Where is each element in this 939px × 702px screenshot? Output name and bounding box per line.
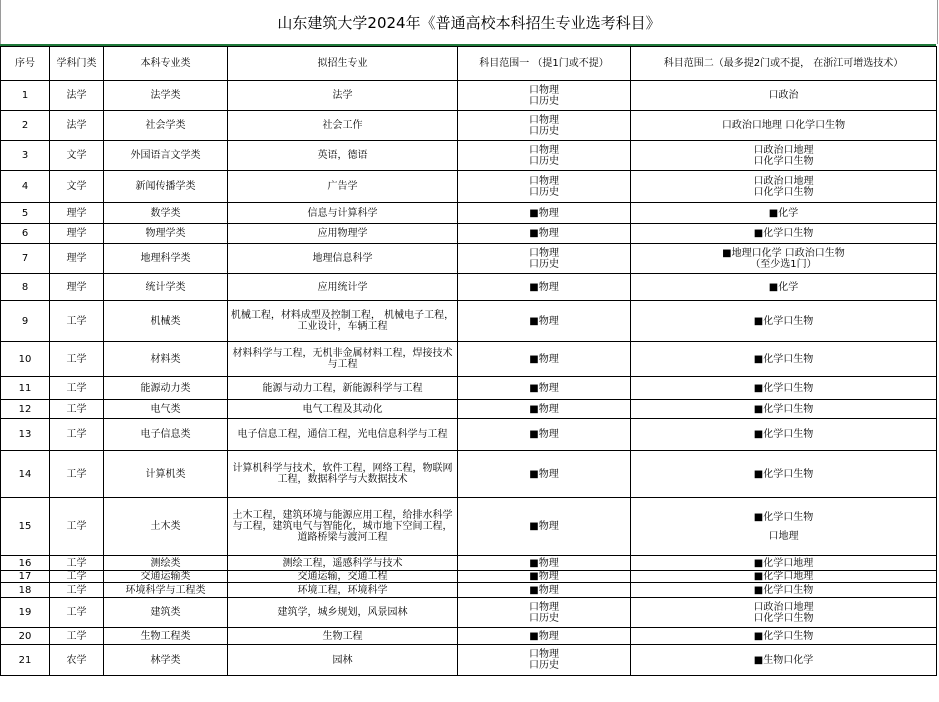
cell-line: 口地理 xyxy=(768,530,799,542)
cell-range-one[interactable] xyxy=(458,244,631,274)
cell-line: ■物理 xyxy=(529,468,559,480)
cell-major[interactable]: 机械工程，材料成型及控制工程， 机械电子工程，工业设计，车辆工程 xyxy=(228,301,458,342)
cell-range-one[interactable] xyxy=(458,81,631,111)
cell-line: ■物理 xyxy=(529,630,559,642)
cell-line: ■物理 xyxy=(529,557,559,569)
cell-no[interactable]: 11 xyxy=(1,377,50,400)
sheet-title: 山东建筑大学2024年《普通高校本科招生专业选考科目》 xyxy=(0,0,938,44)
cell-class[interactable]: 机械类 xyxy=(104,301,228,342)
cell-range-two[interactable] xyxy=(631,342,937,377)
cell-major[interactable]: 园林 xyxy=(228,645,458,676)
cell-major[interactable]: 社会工作 xyxy=(228,111,458,141)
cell-major[interactable]: 建筑学，城乡规划，风景园林 xyxy=(228,598,458,628)
cell-line: ■物理 xyxy=(529,571,559,582)
cell-major[interactable]: 交通运输，交通工程 xyxy=(228,571,458,583)
table-row xyxy=(1,342,937,377)
cell-line: （至少选1门） xyxy=(750,258,817,270)
cell-major[interactable]: 英语，德语 xyxy=(228,141,458,171)
cell-no[interactable]: 1 xyxy=(1,81,50,111)
cell-line: ■物理 xyxy=(529,315,559,327)
table-row xyxy=(1,451,937,498)
cell-category[interactable]: 法学 xyxy=(50,81,104,111)
cell-category[interactable]: 工学 xyxy=(50,451,104,498)
cell-no[interactable]: 18 xyxy=(1,583,50,598)
cell-major[interactable]: 生物工程 xyxy=(228,628,458,645)
cell-category[interactable]: 理学 xyxy=(50,203,104,224)
cell-no[interactable]: 10 xyxy=(1,342,50,377)
cell-no[interactable]: 17 xyxy=(1,571,50,583)
cell-line: 口政治口地理 xyxy=(753,175,814,187)
cell-category[interactable]: 工学 xyxy=(50,400,104,419)
header-range-two[interactable]: 科目范围二（最多提2门或不提， 在浙江可增选技术） xyxy=(631,47,937,81)
table-row xyxy=(1,224,937,244)
cell-range-two[interactable] xyxy=(631,598,937,628)
cell-range-two[interactable] xyxy=(631,498,937,556)
cell-line: ■地理口化学 口政治口生物 xyxy=(722,247,845,259)
cell-range-one[interactable] xyxy=(458,400,631,419)
cell-line: ■化学口生物 xyxy=(753,429,814,440)
table-row xyxy=(1,244,937,274)
cell-class[interactable]: 社会学类 xyxy=(104,111,228,141)
cell-category[interactable]: 工学 xyxy=(50,301,104,342)
cell-no[interactable]: 2 xyxy=(1,111,50,141)
cell-range-one[interactable] xyxy=(458,451,631,498)
cell-line: 口物理 xyxy=(529,649,559,660)
cell-line: 口历史 xyxy=(529,186,559,198)
cell-line: 口物理 xyxy=(529,247,559,259)
cell-line: 口历史 xyxy=(529,125,559,137)
cell-no[interactable]: 19 xyxy=(1,598,50,628)
table-row xyxy=(1,645,937,676)
cell-range-one[interactable] xyxy=(458,274,631,301)
cell-line: ■化学口生物 xyxy=(753,468,814,480)
cell-category[interactable]: 理学 xyxy=(50,224,104,244)
cell-class[interactable]: 统计学类 xyxy=(104,274,228,301)
cell-class[interactable]: 能源动力类 xyxy=(104,377,228,400)
cell-range-two[interactable] xyxy=(631,556,937,571)
cell-category[interactable]: 工学 xyxy=(50,571,104,583)
cell-major[interactable]: 信息与计算科学 xyxy=(228,203,458,224)
cell-class[interactable]: 计算机类 xyxy=(104,451,228,498)
table-row xyxy=(1,400,937,419)
table-row xyxy=(1,556,937,571)
cell-line: 口物理 xyxy=(529,84,559,96)
table-row xyxy=(1,419,937,451)
cell-range-one[interactable] xyxy=(458,171,631,203)
cell-line: ■化学口生物 xyxy=(753,511,814,523)
cell-range-two[interactable] xyxy=(631,81,937,111)
cell-range-one[interactable] xyxy=(458,141,631,171)
cell-range-two[interactable] xyxy=(631,628,937,645)
cell-line: ■化学 xyxy=(768,281,799,293)
table-row xyxy=(1,81,937,111)
cell-range-one[interactable] xyxy=(458,301,631,342)
cell-no[interactable]: 8 xyxy=(1,274,50,301)
cell-line: ■化学口生物 xyxy=(753,630,814,642)
cell-major[interactable]: 土木工程，建筑环境与能源应用工程，给排水科学与工程，建筑电气与智能化，城市地下空间工程，道路桥梁与渡河工程 xyxy=(228,498,458,556)
cell-range-two[interactable] xyxy=(631,244,937,274)
cell-range-two[interactable] xyxy=(631,451,937,498)
cell-range-one[interactable] xyxy=(458,645,631,676)
cell-line: ■物理 xyxy=(529,207,559,219)
cell-class[interactable]: 交通运输类 xyxy=(104,571,228,583)
cell-no[interactable]: 13 xyxy=(1,419,50,451)
cell-class[interactable]: 新闻传播学类 xyxy=(104,171,228,203)
cell-line: ■物理 xyxy=(529,353,559,365)
cell-line: ■化学口生物 xyxy=(753,353,814,365)
cell-no[interactable]: 6 xyxy=(1,224,50,244)
cell-no[interactable]: 7 xyxy=(1,244,50,274)
cell-no[interactable]: 12 xyxy=(1,400,50,419)
cell-category[interactable]: 工学 xyxy=(50,598,104,628)
cell-major[interactable]: 广告学 xyxy=(228,171,458,203)
table-row xyxy=(1,377,937,400)
cell-no[interactable]: 21 xyxy=(1,645,50,676)
cell-line: 口历史 xyxy=(529,95,559,107)
subject-table xyxy=(0,46,937,676)
cell-line: 口化学口生物 xyxy=(753,155,814,167)
table-row xyxy=(1,301,937,342)
cell-line: 口历史 xyxy=(529,612,559,624)
cell-range-two[interactable] xyxy=(631,645,937,676)
cell-no[interactable]: 3 xyxy=(1,141,50,171)
header-row xyxy=(1,47,937,81)
cell-no[interactable]: 4 xyxy=(1,171,50,203)
cell-class[interactable]: 物理学类 xyxy=(104,224,228,244)
header-range-one[interactable]: 科目范围一 （提1门或不提） xyxy=(458,47,631,81)
cell-line xyxy=(633,523,934,531)
cell-category[interactable]: 工学 xyxy=(50,419,104,451)
cell-range-one[interactable] xyxy=(458,628,631,645)
cell-major[interactable]: 材料科学与工程，无机非金属材料工程，焊接技术与工程 xyxy=(228,342,458,377)
cell-range-one[interactable] xyxy=(458,598,631,628)
table-row xyxy=(1,628,937,645)
cell-category[interactable]: 工学 xyxy=(50,556,104,571)
cell-line: ■物理 xyxy=(529,403,559,415)
cell-major[interactable]: 能源与动力工程，新能源科学与工程 xyxy=(228,377,458,400)
cell-line: 口化学口生物 xyxy=(753,186,814,198)
cell-range-one[interactable] xyxy=(458,498,631,556)
table-row xyxy=(1,571,937,583)
cell-class[interactable]: 土木类 xyxy=(104,498,228,556)
cell-range-one[interactable] xyxy=(458,111,631,141)
cell-range-one[interactable] xyxy=(458,419,631,451)
cell-category[interactable]: 农学 xyxy=(50,645,104,676)
header-major[interactable]: 拟招生专业 xyxy=(228,47,458,81)
table-row xyxy=(1,583,937,598)
table-row xyxy=(1,171,937,203)
cell-line: ■物理 xyxy=(529,228,559,239)
cell-category[interactable]: 工学 xyxy=(50,342,104,377)
cell-category[interactable]: 工学 xyxy=(50,377,104,400)
cell-no[interactable]: 15 xyxy=(1,498,50,556)
cell-major[interactable]: 应用物理学 xyxy=(228,224,458,244)
cell-class[interactable]: 建筑类 xyxy=(104,598,228,628)
cell-range-two[interactable] xyxy=(631,274,937,301)
cell-line: ■化学口地理 xyxy=(753,557,814,569)
cell-line: 口政治 xyxy=(768,90,799,101)
cell-no[interactable]: 20 xyxy=(1,628,50,645)
cell-class[interactable]: 地理科学类 xyxy=(104,244,228,274)
cell-line: 口物理 xyxy=(529,175,559,187)
cell-range-two[interactable] xyxy=(631,400,937,419)
cell-line: 口政治口地理 口化学口生物 xyxy=(721,120,846,131)
cell-range-two[interactable] xyxy=(631,203,937,224)
cell-line: ■物理 xyxy=(529,521,559,532)
cell-major[interactable]: 法学 xyxy=(228,81,458,111)
cell-major[interactable]: 电子信息工程，通信工程，光电信息科学与工程 xyxy=(228,419,458,451)
cell-major[interactable]: 环境工程，环境科学 xyxy=(228,583,458,598)
cell-category[interactable]: 理学 xyxy=(50,274,104,301)
cell-range-two[interactable] xyxy=(631,377,937,400)
cell-range-one[interactable] xyxy=(458,571,631,583)
cell-line: 口化学口生物 xyxy=(753,612,814,624)
cell-line: 口政治口地理 xyxy=(753,144,814,156)
cell-no[interactable]: 9 xyxy=(1,301,50,342)
cell-line: ■物理 xyxy=(529,382,559,394)
cell-line: 口历史 xyxy=(529,155,559,167)
cell-range-two[interactable] xyxy=(631,419,937,451)
table-row xyxy=(1,498,937,556)
cell-major[interactable]: 电气工程及其动化 xyxy=(228,400,458,419)
cell-range-one[interactable] xyxy=(458,203,631,224)
cell-category[interactable]: 文学 xyxy=(50,171,104,203)
cell-line: 口政治口地理 xyxy=(753,601,814,613)
cell-range-one[interactable] xyxy=(458,556,631,571)
table-row xyxy=(1,598,937,628)
cell-class[interactable]: 材料类 xyxy=(104,342,228,377)
cell-class[interactable]: 测绘类 xyxy=(104,556,228,571)
cell-range-one[interactable] xyxy=(458,377,631,400)
cell-line: ■物理 xyxy=(529,429,559,440)
cell-line: ■化学口生物 xyxy=(753,228,814,239)
cell-no[interactable]: 16 xyxy=(1,556,50,571)
cell-class[interactable]: 外国语言文学类 xyxy=(104,141,228,171)
cell-range-one[interactable] xyxy=(458,224,631,244)
cell-category[interactable]: 文学 xyxy=(50,141,104,171)
cell-line: ■化学口生物 xyxy=(753,315,814,327)
cell-line: ■化学 xyxy=(768,207,799,219)
table-row xyxy=(1,111,937,141)
header-class[interactable]: 本科专业类 xyxy=(104,47,228,81)
cell-range-one[interactable] xyxy=(458,583,631,598)
cell-range-two[interactable] xyxy=(631,571,937,583)
cell-major[interactable]: 计算机科学与技术，软件工程，网络工程，物联网工程，数据科学与大数据技术 xyxy=(228,451,458,498)
table-row xyxy=(1,141,937,171)
cell-category[interactable]: 工学 xyxy=(50,583,104,598)
cell-line: 口物理 xyxy=(529,144,559,156)
cell-range-two[interactable] xyxy=(631,171,937,203)
header-no[interactable]: 序号 xyxy=(1,47,50,81)
cell-category[interactable]: 工学 xyxy=(50,498,104,556)
header-category[interactable]: 学科门类 xyxy=(50,47,104,81)
cell-category[interactable]: 法学 xyxy=(50,111,104,141)
cell-class[interactable]: 数学类 xyxy=(104,203,228,224)
cell-range-two[interactable] xyxy=(631,224,937,244)
cell-major[interactable]: 应用统计学 xyxy=(228,274,458,301)
cell-line: 口物理 xyxy=(529,601,559,613)
cell-line: ■物理 xyxy=(529,281,559,293)
cell-line: ■化学口地理 xyxy=(753,571,814,582)
cell-no[interactable]: 14 xyxy=(1,451,50,498)
cell-line: ■化学口生物 xyxy=(753,403,814,415)
cell-class[interactable]: 环境科学与工程类 xyxy=(104,583,228,598)
cell-class[interactable]: 林学类 xyxy=(104,645,228,676)
cell-class[interactable]: 法学类 xyxy=(104,81,228,111)
cell-category[interactable]: 理学 xyxy=(50,244,104,274)
cell-line: ■化学口生物 xyxy=(753,382,814,394)
cell-range-two[interactable] xyxy=(631,141,937,171)
table-row xyxy=(1,203,937,224)
cell-class[interactable]: 电子信息类 xyxy=(104,419,228,451)
table-row xyxy=(1,274,937,301)
cell-range-two[interactable] xyxy=(631,111,937,141)
cell-category[interactable]: 工学 xyxy=(50,628,104,645)
cell-line: 口历史 xyxy=(529,660,559,671)
cell-class[interactable]: 生物工程类 xyxy=(104,628,228,645)
cell-line: 口历史 xyxy=(529,258,559,270)
cell-range-one[interactable] xyxy=(458,342,631,377)
cell-range-two[interactable] xyxy=(631,301,937,342)
cell-range-two[interactable] xyxy=(631,583,937,598)
cell-major[interactable]: 测绘工程，遥感科学与技术 xyxy=(228,556,458,571)
cell-major[interactable]: 地理信息科学 xyxy=(228,244,458,274)
cell-line: 口物理 xyxy=(529,114,559,126)
cell-line: ■物理 xyxy=(529,584,559,596)
cell-line: ■生物口化学 xyxy=(753,654,814,666)
cell-class[interactable]: 电气类 xyxy=(104,400,228,419)
cell-line: ■化学口生物 xyxy=(753,584,814,596)
cell-no[interactable]: 5 xyxy=(1,203,50,224)
